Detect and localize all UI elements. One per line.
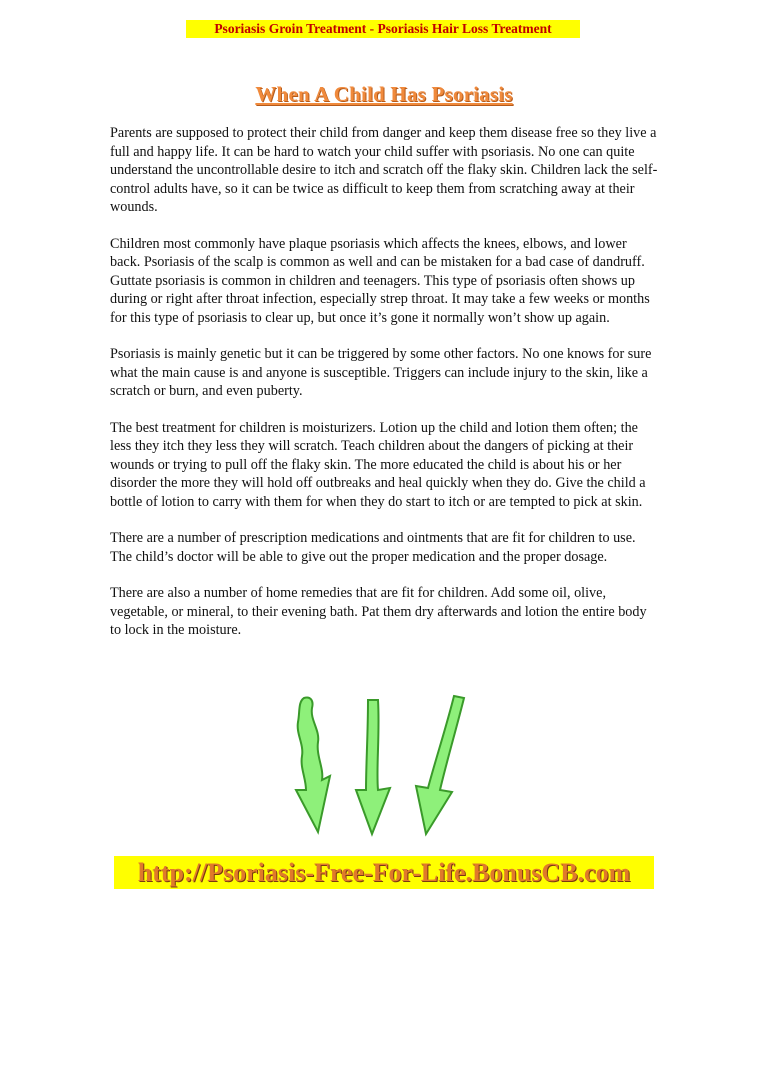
paragraph-3: Psoriasis is mainly genetic but it can be triggered by some other factors. No one knows for sure what the main cause is and anyone is susceptible. Triggers can include injury to the skin, like a scratch or burn, and even puberty. [110,346,652,399]
paragraph-5: There are a number of prescription medications and ointments that are fit for children to use. The child’s doctor will be able to give out the proper medication and the proper dosage. [110,530,636,565]
page-title-text: When A Child Has Psoriasis [255,82,513,106]
paragraph-2: Children most commonly have plaque psoriasis which affects the knees, elbows, and lower back. Psoriasis of the scalp is common as well and can be mistaken for a bad case of dandruff. Guttate psoriasis is common in children and teenagers. This type of psoriasis often shows up during or right after throat infection, especially strep throat. It may take a few weeks or months for this type of psoriasis to clear up, but once it’s gone it normally won’t show up again. [110,235,650,326]
footer-link[interactable]: http://Psoriasis-Free-For-Life.BonusCB.com [114,856,654,889]
paragraph-6: There are also a number of home remedies that are fit for children. Add some oil, olive, vegetable, or mineral, to their evening bath. Pat them dry afterwards and lotion the entire body to lock in the moisture. [110,585,647,638]
paragraph-4: The best treatment for children is moisturizers. Lotion up the child and lotion them often; the less they itch they less they will scratch. Teach children about the dangers of picking at their wounds or trying to pull off the flaky skin. The more educated the child is about his or her disorder the more they will hold off outbreaks and heal quickly when they do. Give the child a bottle of lotion to carry with them for when they do start to itch or are tempted to pick at skin. [110,419,646,510]
down-arrow-left-icon [296,697,330,832]
down-arrow-middle-icon [356,700,390,834]
top-link[interactable]: Psoriasis Groin Treatment - Psoriasis Hair Loss Treatment [186,20,580,38]
down-arrows-icon [290,694,480,849]
down-arrow-right-icon [416,696,464,834]
paragraph-1: Parents are supposed to protect their child from danger and keep them disease free so they live a full and happy life. It can be hard to watch your child suffer with psoriasis. No one can quite understand the uncontrollable desire to itch and scratch off the flaky skin. Children lack the self-control adults have, so it can be twice as difficult to keep them from scratching away at their wounds. [110,125,658,215]
page-title [0,82,768,107]
article-body [110,124,658,658]
